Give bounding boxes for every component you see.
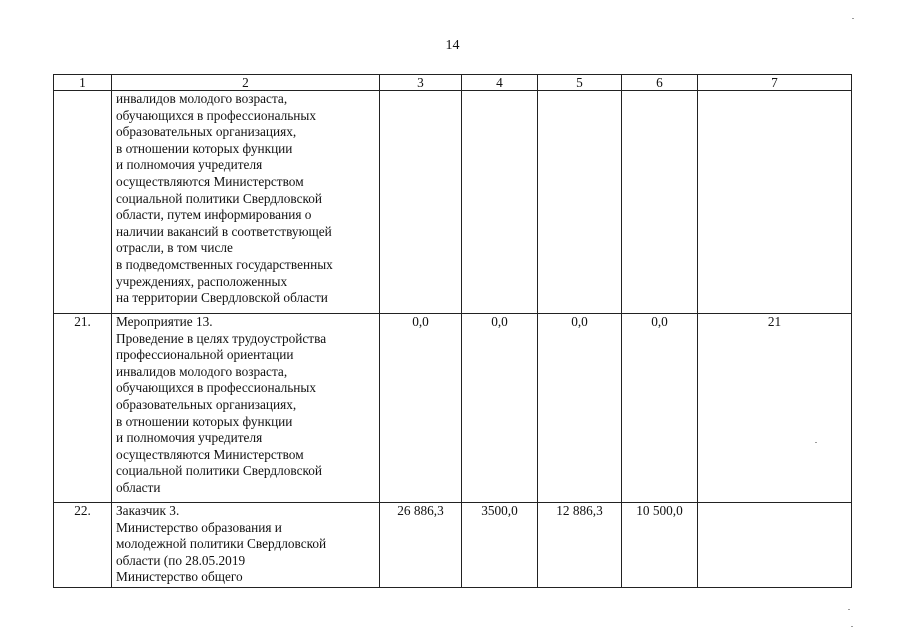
row-value-col4: [462, 91, 538, 314]
table-row: [54, 503, 852, 588]
row-value-col3: 0,0: [380, 314, 462, 503]
row-value-col3: [380, 91, 462, 314]
column-header-5: 5: [538, 75, 622, 91]
table-row: [54, 314, 852, 503]
table-header-row: [54, 75, 852, 91]
column-header-1: 1: [54, 75, 112, 91]
row-value-col4: 3500,0: [462, 503, 538, 588]
scan-speck: [815, 442, 817, 443]
column-header-6: 6: [622, 75, 698, 91]
scan-speck: [852, 18, 854, 19]
row-description-cell: инвалидов молодого возраста, обучающихся в профессиональных образовательных организациях, в отношении которых функции и полномочия учредителя осуществляются Министерством социальной политики Свердловской области, путем информирования о наличии вакансий в соответствующей отрасли, в том числе в подведомственных государственных учреждениях, расположенных на территории Свердловской области: [112, 91, 380, 314]
column-header-4: 4: [462, 75, 538, 91]
row-value-col6: [622, 91, 698, 314]
row-value-col7: [698, 91, 852, 314]
row-number-cell: [54, 91, 112, 314]
row-value-col5: 0,0: [538, 314, 622, 503]
column-header-3: 3: [380, 75, 462, 91]
page-number: 14: [445, 38, 460, 53]
row-value-col6: 0,0: [622, 314, 698, 503]
row-number-cell: 21.: [54, 314, 112, 503]
column-header-2: 2: [112, 75, 380, 91]
row-value-col5: 12 886,3: [538, 503, 622, 588]
row-value-col3: 26 886,3: [380, 503, 462, 588]
row-number-cell: 22.: [54, 503, 112, 588]
row-value-col5: [538, 91, 622, 314]
row-value-col4: 0,0: [462, 314, 538, 503]
row-value-col6: 10 500,0: [622, 503, 698, 588]
table-row: [54, 91, 852, 314]
program-table: [53, 74, 852, 588]
row-description-cell: Заказчик 3. Министерство образования и молодежной политики Свердловской области (по 28.05.2019 Министерство общего: [112, 503, 380, 588]
row-value-col7: [698, 503, 852, 588]
row-description-cell: Мероприятие 13. Проведение в целях трудоустройства профессиональной ориентации инвалидов молодого возраста, обучающихся в профессиональных образовательных организациях, в отношении которых функции и полномочия учредителя осуществляются Министерством социальной политики Свердловской области: [112, 314, 380, 503]
scan-speck: [851, 626, 853, 627]
scan-speck: [848, 609, 850, 610]
row-value-col7: 21: [698, 314, 852, 503]
column-header-7: 7: [698, 75, 852, 91]
